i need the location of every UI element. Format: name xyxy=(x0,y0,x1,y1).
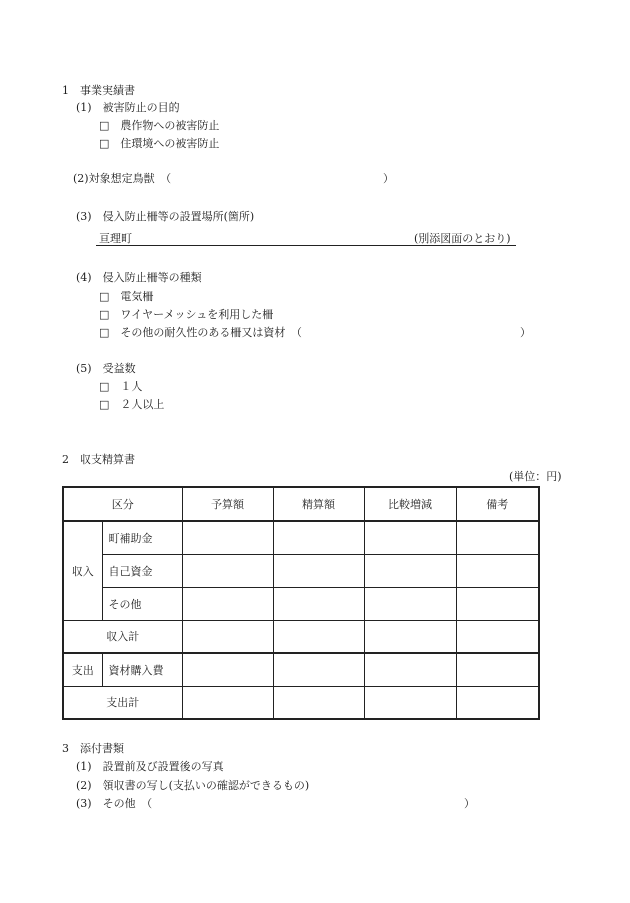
table-row xyxy=(63,653,539,686)
location-note: (別添図面のとおり) xyxy=(414,232,511,245)
fence-option-other-close: ） xyxy=(520,326,531,339)
header-category: 区分 xyxy=(63,487,182,521)
cell-input[interactable] xyxy=(456,653,539,686)
section1-title: 1 事業実績書 xyxy=(62,84,135,97)
unit-label: (単位：円) xyxy=(509,470,562,483)
cell-input[interactable] xyxy=(273,587,364,620)
cell-input[interactable] xyxy=(364,554,456,587)
expense-group-label: 支出 xyxy=(63,653,102,686)
cell-input[interactable] xyxy=(273,686,364,719)
settlement-table xyxy=(62,486,540,720)
purpose-label: (1) 被害防止の目的 xyxy=(76,101,180,114)
table-row xyxy=(63,587,539,620)
attachment-receipt: (2) 領収書の写し(支払いの確認ができるもの) xyxy=(76,779,310,792)
row-label-own-funds: 自己資金 xyxy=(102,554,182,587)
cell-input[interactable] xyxy=(364,521,456,554)
cell-input[interactable] xyxy=(456,686,539,719)
fence-option-other[interactable]: □ その他の耐久性のある柵又は資材 （ xyxy=(99,326,302,339)
location-underline xyxy=(96,245,516,246)
cell-input[interactable] xyxy=(273,620,364,653)
header-budget: 予算額 xyxy=(182,487,273,521)
cell-input[interactable] xyxy=(364,587,456,620)
cell-input[interactable] xyxy=(456,554,539,587)
income-group-label: 収入 xyxy=(63,521,102,620)
cell-input[interactable] xyxy=(182,587,273,620)
cell-input[interactable] xyxy=(456,620,539,653)
row-label-materials: 資材購入費 xyxy=(102,653,182,686)
beneficiaries-option-one[interactable]: □ １人 xyxy=(99,380,143,393)
purpose-option-living[interactable]: □ 住環境への被害防止 xyxy=(99,137,220,150)
target-animals-close: ） xyxy=(383,172,394,185)
fence-option-electric[interactable]: □ 電気柵 xyxy=(99,290,154,303)
table-header-row xyxy=(63,487,539,521)
header-remarks: 備考 xyxy=(456,487,539,521)
fence-option-wire-mesh[interactable]: □ ワイヤーメッシュを利用した柵 xyxy=(99,308,274,321)
cell-input[interactable] xyxy=(364,653,456,686)
cell-input[interactable] xyxy=(182,653,273,686)
row-label-other: その他 xyxy=(102,587,182,620)
row-label-town-subsidy: 町補助金 xyxy=(102,521,182,554)
cell-input[interactable] xyxy=(364,620,456,653)
cell-input[interactable] xyxy=(273,554,364,587)
table-row xyxy=(63,686,539,719)
expense-total-label: 支出計 xyxy=(63,686,182,719)
target-animals-label: (2)対象想定鳥獣 （ xyxy=(73,172,172,185)
cell-input[interactable] xyxy=(456,587,539,620)
cell-input[interactable] xyxy=(456,521,539,554)
table-row xyxy=(63,620,539,653)
table-row xyxy=(63,554,539,587)
location-place: 亘理町 xyxy=(99,232,132,245)
section2-title: 2 収支精算書 xyxy=(62,453,135,466)
cell-input[interactable] xyxy=(273,521,364,554)
cell-input[interactable] xyxy=(364,686,456,719)
header-settlement: 精算額 xyxy=(273,487,364,521)
cell-input[interactable] xyxy=(273,653,364,686)
attachment-other: (3) その他 （ xyxy=(76,797,153,810)
cell-input[interactable] xyxy=(182,620,273,653)
purpose-option-crops[interactable]: □ 農作物への被害防止 xyxy=(99,119,220,132)
beneficiaries-option-multiple[interactable]: □ ２人以上 xyxy=(99,398,165,411)
cell-input[interactable] xyxy=(182,554,273,587)
attachment-other-close: ） xyxy=(464,797,475,810)
location-label: (3) 侵入防止柵等の設置場所(箇所) xyxy=(76,210,255,223)
header-difference: 比較増減 xyxy=(364,487,456,521)
income-total-label: 収入計 xyxy=(63,620,182,653)
fence-type-label: (4) 侵入防止柵等の種類 xyxy=(76,271,202,284)
cell-input[interactable] xyxy=(182,521,273,554)
cell-input[interactable] xyxy=(182,686,273,719)
beneficiaries-label: (5) 受益数 xyxy=(76,362,136,375)
attachment-photos: (1) 設置前及び設置後の写真 xyxy=(76,760,224,773)
section3-title: 3 添付書類 xyxy=(62,742,124,755)
table-row xyxy=(63,521,539,554)
